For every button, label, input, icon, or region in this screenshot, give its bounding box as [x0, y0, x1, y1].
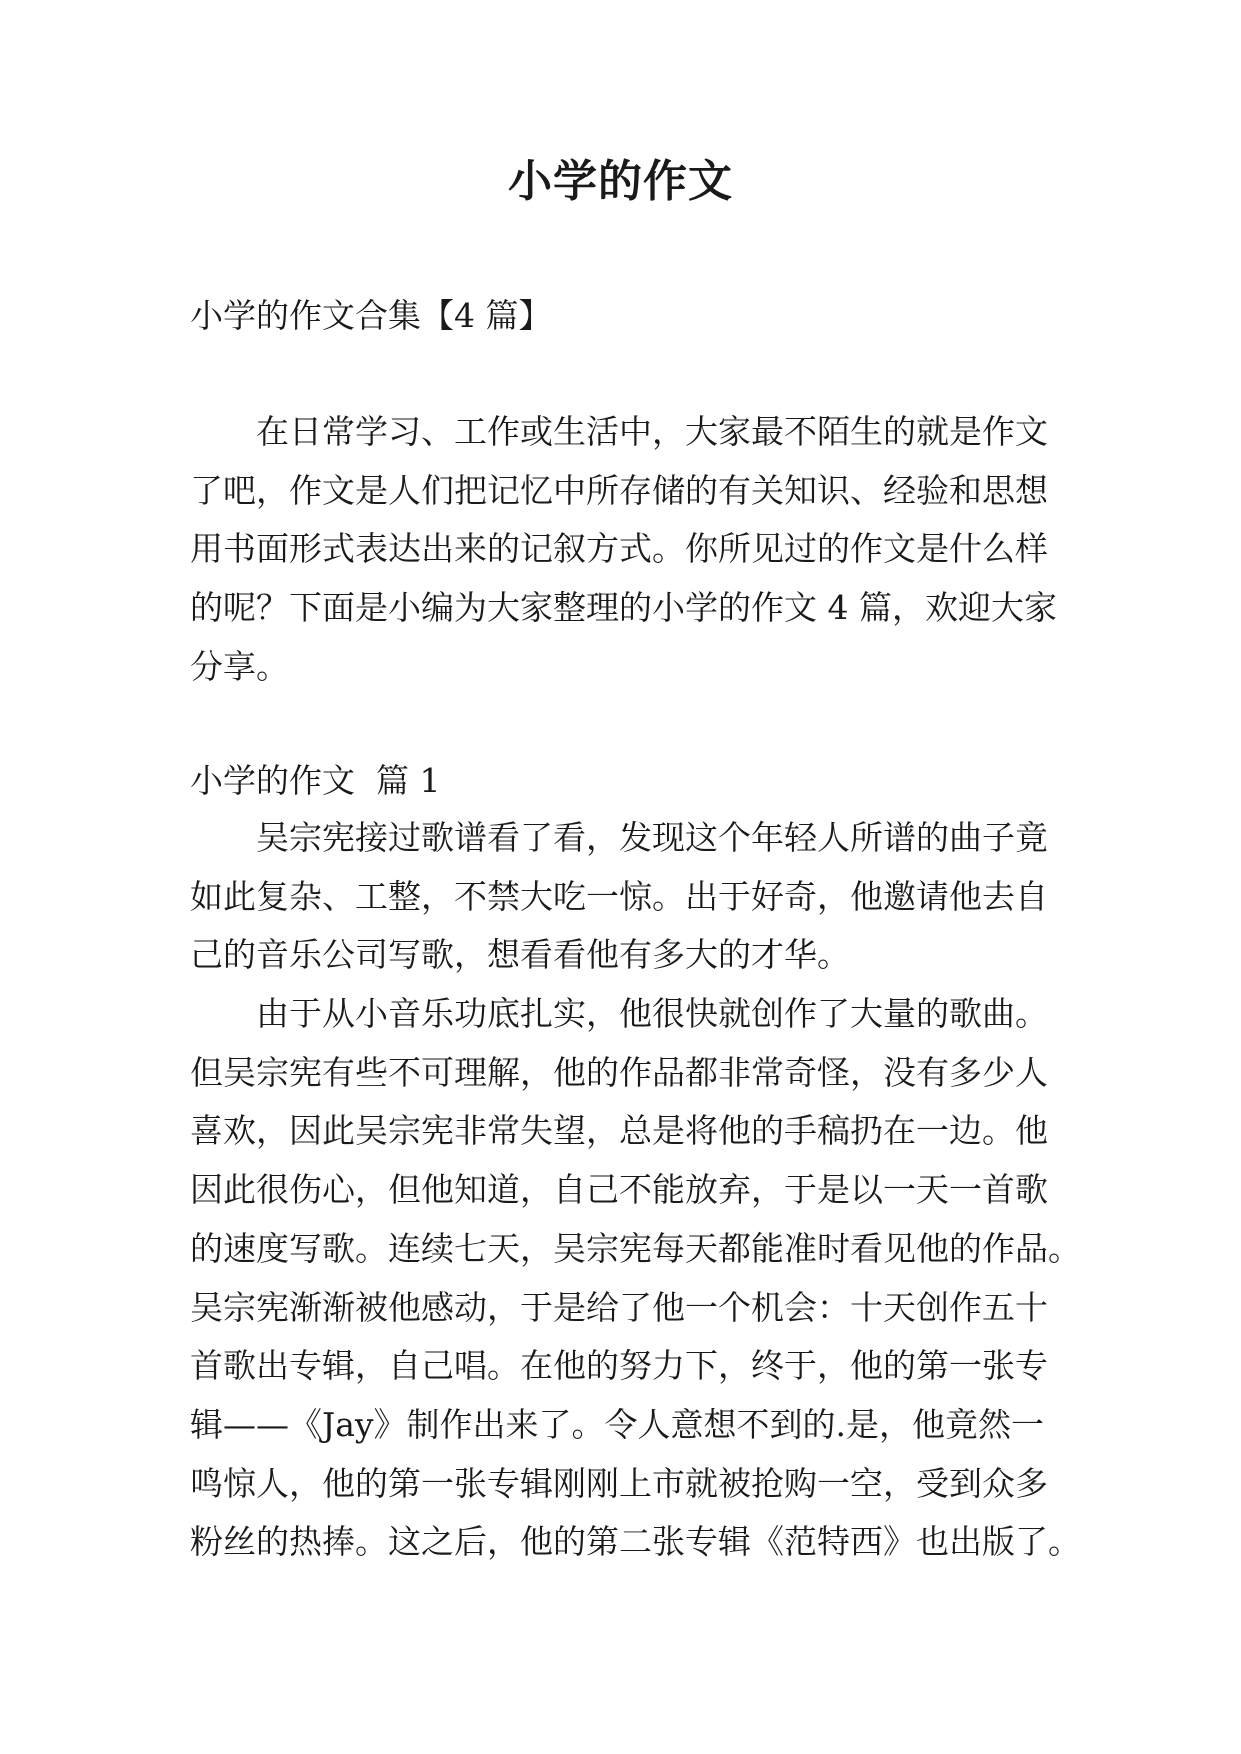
section-heading-text: 小学的作文 篇 1 — [190, 761, 441, 800]
body-line: 辑——《Jay》制作出来了。令人意想不到的.是，他竟然一 — [190, 1404, 1045, 1444]
body-line: 如此复杂、工整，不禁大吃一惊。出于好奇，他邀请他去自 — [190, 876, 1048, 916]
intro-line: 用书面形式表达出来的记叙方式。你所见过的作文是什么样 — [190, 529, 1048, 569]
intro-paragraph — [190, 403, 1120, 696]
section-heading — [190, 752, 1120, 811]
body-line: 因此很伤心，但他知道，自己不能放弃，于是以一天一首歌 — [190, 1170, 1048, 1210]
intro-line: 在日常学习、工作或生活中，大家最不陌生的就是作文 — [256, 412, 1048, 451]
document-title: 小学的作文 — [508, 156, 733, 207]
body-line: 吴宗宪接过歌谱看了看，发现这个年轻人所谱的曲子竟 — [256, 818, 1048, 857]
body-line: 吴宗宪渐渐被他感动，于是给了他一个机会：十天创作五十 — [190, 1287, 1048, 1327]
subtitle-text: 小学的作文合集【4 篇】 — [190, 296, 552, 335]
body-line: 由于从小音乐功底扎实，他很快就创作了大量的歌曲。 — [256, 994, 1048, 1034]
intro-line: 的呢？下面是小编为大家整理的小学的作文 4 篇，欢迎大家 — [190, 588, 1057, 628]
body-line: 己的音乐公司写歌，想看看他有多大的才华。 — [190, 935, 850, 975]
body-line: 但吴宗宪有些不可理解，他的作品都非常奇怪，没有多少人 — [190, 1052, 1048, 1092]
document-subtitle — [190, 287, 1120, 346]
body-line: 首歌出专辑，自己唱。在他的努力下，终于，他的第一张专 — [190, 1346, 1048, 1386]
body-line: 鸣惊人，他的第一张专辑刚刚上市就被抢购一空，受到众多 — [190, 1463, 1048, 1503]
body-line: 粉丝的热捧。这之后，他的第二张专辑《范特西》也出版了。 — [190, 1522, 1081, 1562]
section-body — [190, 809, 1120, 1572]
body-line: 喜欢，因此吴宗宪非常失望，总是将他的手稿扔在一边。他 — [190, 1111, 1048, 1151]
body-line: 的速度写歌。连续七天，吴宗宪每天都能准时看见他的作品。 — [190, 1228, 1081, 1268]
intro-line: 了吧，作文是人们把记忆中所存储的有关知识、经验和思想 — [190, 470, 1048, 510]
intro-line: 分享。 — [190, 646, 289, 686]
